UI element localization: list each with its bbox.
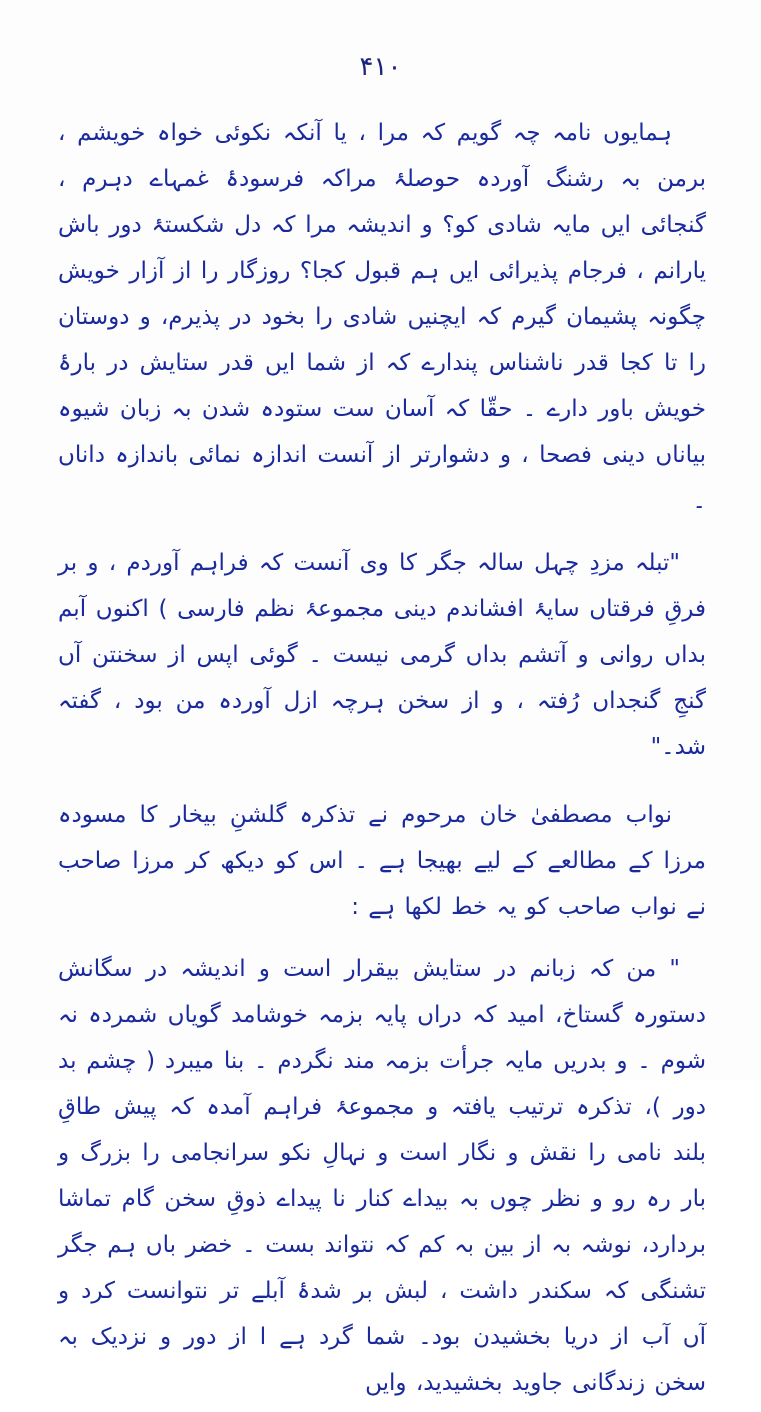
paragraph-spacer [58, 776, 706, 792]
page-number: ۴۱۰ [359, 52, 402, 82]
paragraph-spacer [58, 936, 706, 946]
paragraph-3: نواب مصطفیٰ خان مرحوم نے تذکرہ گلشنِ بیخار کا مسودہ مرزا کے مطالعے کے لیے بھیجا ہے ۔ اس کو دیکھ کر مرزا صاحب نے نواب صاحب کو یہ خط لکھا ہے : [58, 802, 706, 920]
paragraph-2-quote: "تبلہ مزدِ چہل سالہ جگر کا وی آنست کہ فراہم آوردم ، و بر فرقِ فرقتاں سایۂ افشاندم دینی مجموعۂ نظم فارسی ) اکنوں آبم بداں روانی و آتشم بداں گرمی نیست ۔ گوئی اپس از سخنتن آں گنجِ گنجداں رُفتہ ، و از سخن ہرچہ ازل آوردہ من بود ، گفتہ شد۔" [58, 550, 706, 760]
paragraph-1: ہمایوں نامہ چہ گویم کہ مرا ، یا آنکہ نکوئی خواہ خویشم ، برمن بہ رشنگ آوردہ حوصلۂ مراکہ فرسودۂ غمہاے دہرم ، گنجائی ایں مایہ شادی کو؟ و اندیشہ مرا کہ دل شکستۂ دور باش یارانم ، فرجام پذیرائی ایں ہم قبول کجا؟ روزگار را از آزار خویش چگونہ پشیمان گیرم کہ ایچنیں شادی را بخود در پذیرم، و دوستان را تا کجا قدر ناشناس پندارے کہ از شما ایں قدر ستایش در بارۂ خویش باور دارے ۔ حقّا کہ آسان ست ستودہ شدن بہ زبان شیوہ بیاناں دینی فصحا ، و دشوارتر از آنست اندازہ نمائی باندازہ داناں ۔ [58, 120, 706, 514]
paragraph-spacer [58, 530, 706, 540]
page-body [58, 110, 706, 1412]
paragraph-4-quote: " من کہ زبانم در ستایش بیقرار است و اندیشہ در سگانش دستورہ گستاخ، امید کہ دراں پایہ بزمہ خوشامد گویاں شمردہ نہ شوم ۔ و بدریں مایہ جرأت بزمہ مند نگردم ۔ بنا میبرد ( چشم بد دور )، تذکرہ ترتیب یافتہ و مجموعۂ فراہم آمدہ کہ پیش طاقِ بلند نامی را نقش و نگار است و نہالِ نکو سرانجامی را بزرگ و بار رہ رو و نظر چوں بہ بیداے کنار نا پیداے ذوقِ سخن گام تماشا بردارد، نوشہ بہ از بین بہ کم کہ نتواند بست ۔ خضر باں ہم جگر تشنگی کہ سکندر داشت ، لبش بر شدۂ آبلے تر نتوانست کرد و آں آب از دریا بخشیدن بود۔ شما گرد ہے ا از دور و نزدیک بہ سخن زندگانی جاوید بخشیدید، وایں [58, 956, 706, 1396]
